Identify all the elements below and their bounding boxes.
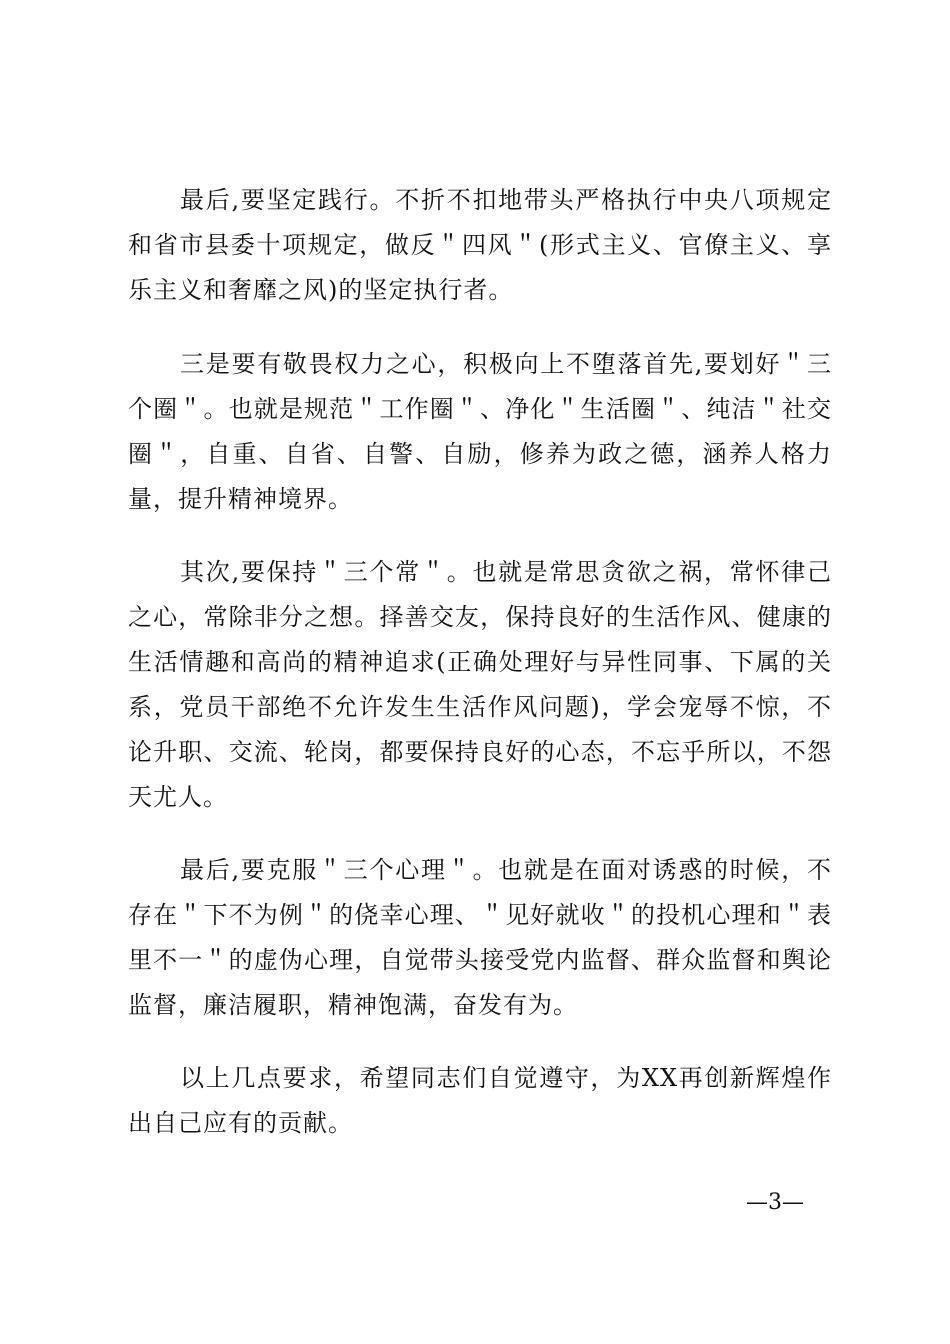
paragraph-5: 以上几点要求，希望同志们自觉遵守，为XX再创新辉煌作出自己应有的贡献。 xyxy=(128,1064,832,1137)
paragraph-4: 最后,要克服＂三个心理＂。也就是在面对诱惑的时候，不存在＂下不为例＂的侥幸心理、＂见好就收＂的投机心理和＂表里不一＂的虚伪心理，自觉带头接受党内监督、群众监督和舆论监督，廉洁履职，精神饱满，奋发有为。 xyxy=(128,856,832,1019)
page-number: —3— xyxy=(746,1190,804,1215)
paragraph-1: 最后,要坚定践行。不折不扣地带头严格执行中央八项规定和省市县委十项规定，做反＂四风＂(形式主义、官僚主义、享乐主义和奢靡之风)的坚定执行者。 xyxy=(128,186,832,304)
paragraph-2: 三是要有敬畏权力之心，积极向上不堕落首先,要划好＂三个圈＂。也就是规范＂工作圈＂、净化＂生活圈＂、纯洁＂社交圈＂，自重、自省、自警、自励，修养为政之德，涵养人格力量，提升精神境界。 xyxy=(128,350,832,513)
paragraph-3: 其次,要保持＂三个常＂。也就是常思贪欲之祸，常怀律己之心，常除非分之想。择善交友，保持良好的生活作风、健康的生活情趣和高尚的精神追求(正确处理好与异性同事、下属的关系，党员干部绝不允许发生生活作风问题)，学会宠辱不惊，不论升职、交流、轮岗，都要保持良好的心态，不忘乎所以，不怨天尤人。 xyxy=(128,558,832,811)
